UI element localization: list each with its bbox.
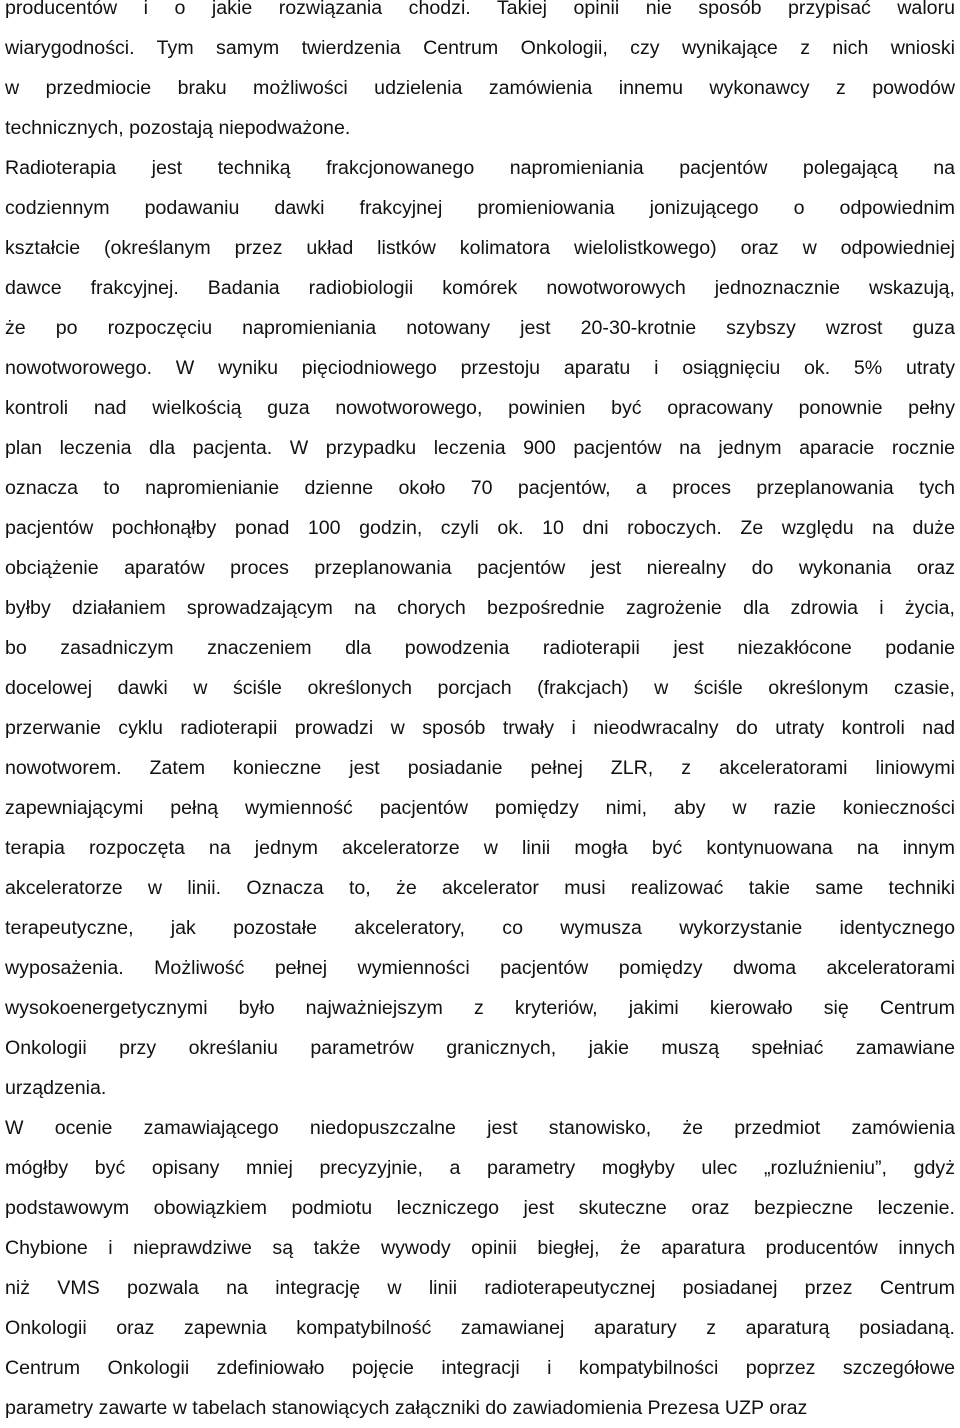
text-line: bo zasadniczym znaczeniem dla powodzenia radioterapii jest niezakłócone podanie: [5, 637, 955, 659]
text-line: docelowej dawki w ściśle określonych porcjach (frakcjach) w ściśle określonym czasie,: [5, 677, 955, 699]
text-line: parametry zawarte w tabelach stanowiących załączniki do zawiadomienia Prezesa UZP oraz: [5, 1397, 808, 1419]
paragraph: [5, 1108, 955, 1428]
text-line: W ocenie zamawiającego niedopuszczalne jest stanowisko, że przedmiot zamówienia: [5, 1117, 955, 1139]
text-line: akceleratorze w linii. Oznacza to, że akcelerator musi realizować takie same techniki: [5, 877, 955, 899]
text-line: pacjentów pochłonąłby ponad 100 godzin, czyli ok. 10 dni roboczych. Ze względu na duże: [5, 517, 955, 539]
text-line: plan leczenia dla pacjenta. W przypadku leczenia 900 pacjentów na jednym aparacie rocznie: [5, 437, 955, 459]
text-line: niż VMS pozwala na integrację w linii radioterapeutycznej posiadanej przez Centrum: [5, 1277, 955, 1299]
text-line: nowotworowego. W wyniku pięciodniowego przestoju aparatu i osiągnięciu ok. 5% utraty: [5, 357, 955, 379]
text-line: terapia rozpoczęta na jednym akceleratorze w linii mogła być kontynuowana na innym: [5, 837, 955, 859]
text-line: mógłby być opisany mniej precyzyjnie, a parametry mogłyby ulec „rozluźnieniu”, gdyż: [5, 1157, 955, 1179]
text-line: wyposażenia. Możliwość pełnej wymienności pacjentów pomiędzy dwoma akceleratorami: [5, 957, 955, 979]
text-line: terapeutyczne, jak pozostałe akceleratory, co wymusza wykorzystanie identycznego: [5, 917, 955, 939]
text-line: kontroli nad wielkością guza nowotworowego, powinien być opracowany ponownie pełny: [5, 397, 955, 419]
text-line: przerwanie cyklu radioterapii prowadzi w sposób trwały i nieodwracalny do utraty kontroli nad: [5, 717, 955, 739]
paragraph: [5, 0, 955, 148]
text-line: producentów i o jakie rozwiązania chodzi. Takiej opinii nie sposób przypisać waloru: [5, 0, 955, 19]
text-line: zapewniającymi pełną wymienność pacjentów pomiędzy nimi, aby w razie konieczności: [5, 797, 955, 819]
paragraph: [5, 148, 955, 1108]
text-line: obciążenie aparatów proces przeplanowania pacjentów jest nierealny do wykonania oraz: [5, 557, 955, 579]
text-line: Onkologii oraz zapewnia kompatybilność zamawianej aparatury z aparaturą posiadaną.: [5, 1317, 955, 1339]
text-line: Centrum Onkologii zdefiniowało pojęcie integracji i kompatybilności poprzez szczegółowe: [5, 1357, 955, 1379]
text-line: wysokoenergetycznymi było najważniejszym z kryteriów, jakimi kierowało się Centrum: [5, 997, 955, 1019]
text-line: oznacza to napromienianie dzienne około 70 pacjentów, a proces przeplanowania tych: [5, 477, 955, 499]
text-line: byłby działaniem sprowadzającym na chorych bezpośrednie zagrożenie dla zdrowia i życia,: [5, 597, 955, 619]
text-line: urządzenia.: [5, 1077, 107, 1099]
text-line: dawce frakcyjnej. Badania radiobiologii komórek nowotworowych jednoznacznie wskazują,: [5, 277, 955, 299]
text-line: Chybione i nieprawdziwe są także wywody opinii biegłej, że aparatura producentów innych: [5, 1237, 955, 1259]
text-line: codziennym podawaniu dawki frakcyjnej promieniowania jonizującego o odpowiednim: [5, 197, 955, 219]
text-line: wiarygodności. Tym samym twierdzenia Centrum Onkologii, czy wynikające z nich wnioski: [5, 37, 955, 59]
text-line: Onkologii przy określaniu parametrów granicznych, jakie muszą spełniać zamawiane: [5, 1037, 955, 1059]
text-line: w przedmiocie braku możliwości udzielenia zamówienia innemu wykonawcy z powodów: [5, 77, 955, 99]
text-line: że po rozpoczęciu napromieniania notowany jest 20-30-krotnie szybszy wzrost guza: [5, 317, 955, 339]
text-line: podstawowym obowiązkiem podmiotu leczniczego jest skuteczne oraz bezpieczne leczenie.: [5, 1197, 955, 1219]
text-line: kształcie (określanym przez układ listków kolimatora wielolistkowego) oraz w odpowiedniej: [5, 237, 955, 259]
text-line: nowotworem. Zatem konieczne jest posiadanie pełnej ZLR, z akceleratorami liniowymi: [5, 757, 955, 779]
text-line: technicznych, pozostają niepodważone.: [5, 117, 351, 139]
text-line: Radioterapia jest techniką frakcjonowanego napromieniania pacjentów polegającą na: [5, 157, 955, 179]
document-page: [5, 0, 955, 1428]
